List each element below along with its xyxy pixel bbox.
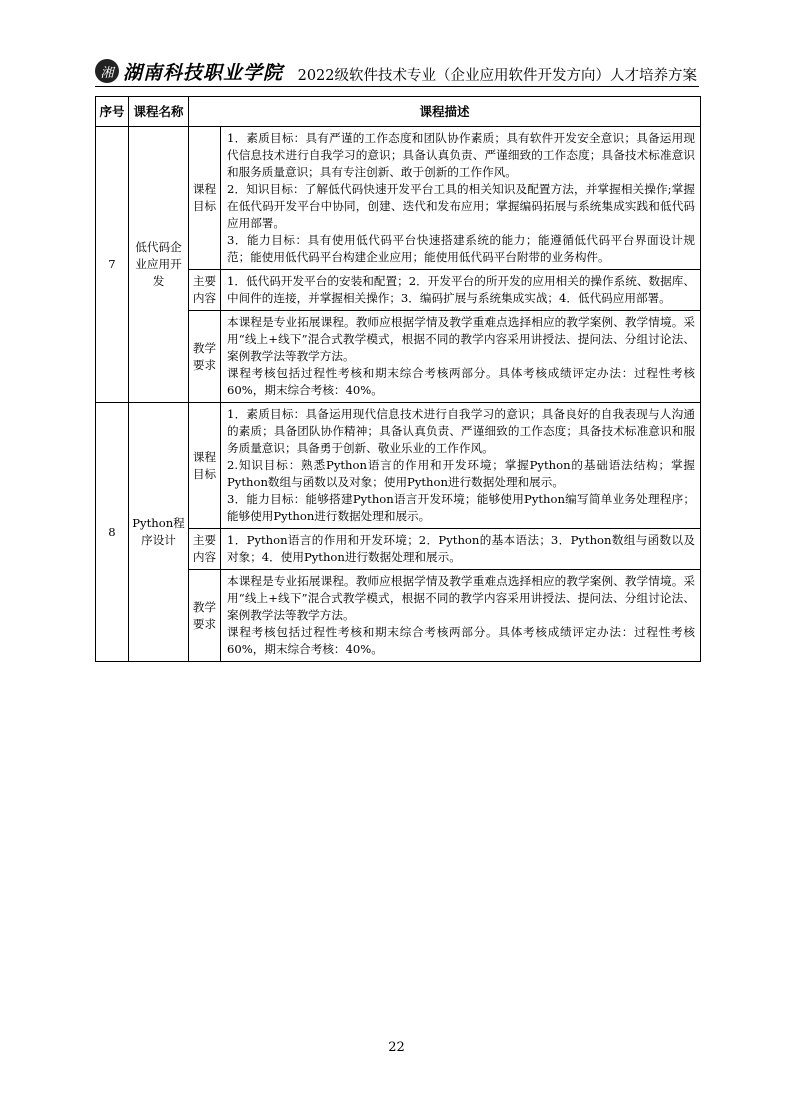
section-text: [221, 127, 701, 270]
section-paragraph: 1．素质目标：具有严谨的工作态度和团队协作素质；具有软件开发安全意识；具备运用现代信息技术进行自我学习的意识；具备认真负责、严谨细致的工作态度；具备技术标准意识和服务质量意识；具有专注创新、敢于创新的工作作风。: [227, 131, 696, 179]
course-no: 7: [96, 127, 129, 403]
section-paragraph: 2．知识目标：了解低代码快速开发平台工具的相关知识及配置方法，并掌握相关操作;掌握在低代码开发平台中协同，创建、迭代和发布应用；掌握编码拓展与系统集成实践和低代码应用部署。: [227, 182, 696, 230]
section-paragraph: 本课程是专业拓展课程。教师应根据学情及教学重难点选择相应的教学案例、教学情境。采用“线上+线下”混合式教学模式，根据不同的教学内容采用讲授法、提问法、分组讨论法、案例教学法等教学方法。: [227, 315, 696, 363]
course-name: 低代码企业应用开发: [129, 127, 189, 403]
section-paragraph: 课程考核包括过程性考核和期末综合考核两部分。具体考核成绩评定办法：过程性考核60%，期末综合考核：40%。: [227, 625, 696, 656]
school-logo: [95, 58, 283, 84]
document-title: 2022级软件技术专业（企业应用软件开发方向）人才培养方案: [297, 68, 697, 84]
section-paragraph: 1．低代码开发平台的安装和配置；2．开发平台的所开发的应用相关的操作系统、数据库、中间件的连接，并掌握相关操作；3．编码扩展与系统集成实战；4．低代码应用部署。: [227, 274, 696, 305]
course-no: 8: [96, 403, 129, 662]
section-text: [221, 403, 701, 529]
section-label: 主要内容: [189, 529, 221, 570]
section-paragraph: 3．能力目标：能够搭建Python语言开发环境；能够使用Python编写简单业务处理程序；能够使用Python进行数据处理和展示。: [227, 492, 696, 523]
school-seal-icon: 湘: [95, 59, 119, 83]
section-label: 课程目标: [189, 127, 221, 270]
section-label: 课程目标: [189, 403, 221, 529]
page-header: [95, 56, 699, 87]
section-paragraph: 本课程是专业拓展课程。教师应根据学情及教学重难点选择相应的教学案例、教学情境。采用“线上+线下”混合式教学模式，根据不同的教学内容采用讲授法、提问法、分组讨论法、案例教学法等教学方法。: [227, 574, 696, 622]
header-no: 序号: [96, 97, 129, 127]
section-label: 主要内容: [189, 270, 221, 311]
table-header-row: [96, 97, 701, 127]
school-name: 湖南科技职业学院: [123, 61, 284, 84]
section-label: 教学要求: [189, 570, 221, 662]
section-text: [221, 311, 701, 403]
header-course-name: 课程名称: [129, 97, 189, 127]
section-label: 教学要求: [189, 311, 221, 403]
table-row: [96, 127, 701, 270]
section-paragraph: 3．能力目标：具有使用低代码平台快速搭建系统的能力；能遵循低代码平台界面设计规范；能使用低代码平台构建企业应用；能使用低代码平台附带的业务构件。: [227, 233, 696, 264]
section-paragraph: 课程考核包括过程性考核和期末综合考核两部分。具体考核成绩评定办法：过程性考核60%，期末综合考核：40%。: [227, 366, 696, 397]
section-paragraph: 2.知识目标：熟悉Python语言的作用和开发环境；掌握Python的基础语法结构；掌握Python数组与函数以及对象；使用Python进行数据处理和展示。: [227, 458, 696, 489]
course-table: [95, 96, 701, 662]
section-text: [221, 529, 701, 570]
section-text: [221, 570, 701, 662]
header-description: 课程描述: [189, 97, 701, 127]
page-number: 22: [388, 1040, 405, 1055]
section-paragraph: 1．素质目标：具备运用现代信息技术进行自我学习的意识；具备良好的自我表现与人沟通的素质；具备团队协作精神；具备认真负责、严谨细致的工作态度；具备技术标准意识和服务质量意识；具备勇于创新、敬业乐业的工作作风。: [227, 407, 696, 455]
section-paragraph: 1．Python语言的作用和开发环境；2．Python的基本语法；3．Python数组与函数以及对象；4．使用Python进行数据处理和展示。: [227, 533, 696, 564]
section-text: [221, 270, 701, 311]
table-row: [96, 403, 701, 529]
course-name: Python程序设计: [129, 403, 189, 662]
